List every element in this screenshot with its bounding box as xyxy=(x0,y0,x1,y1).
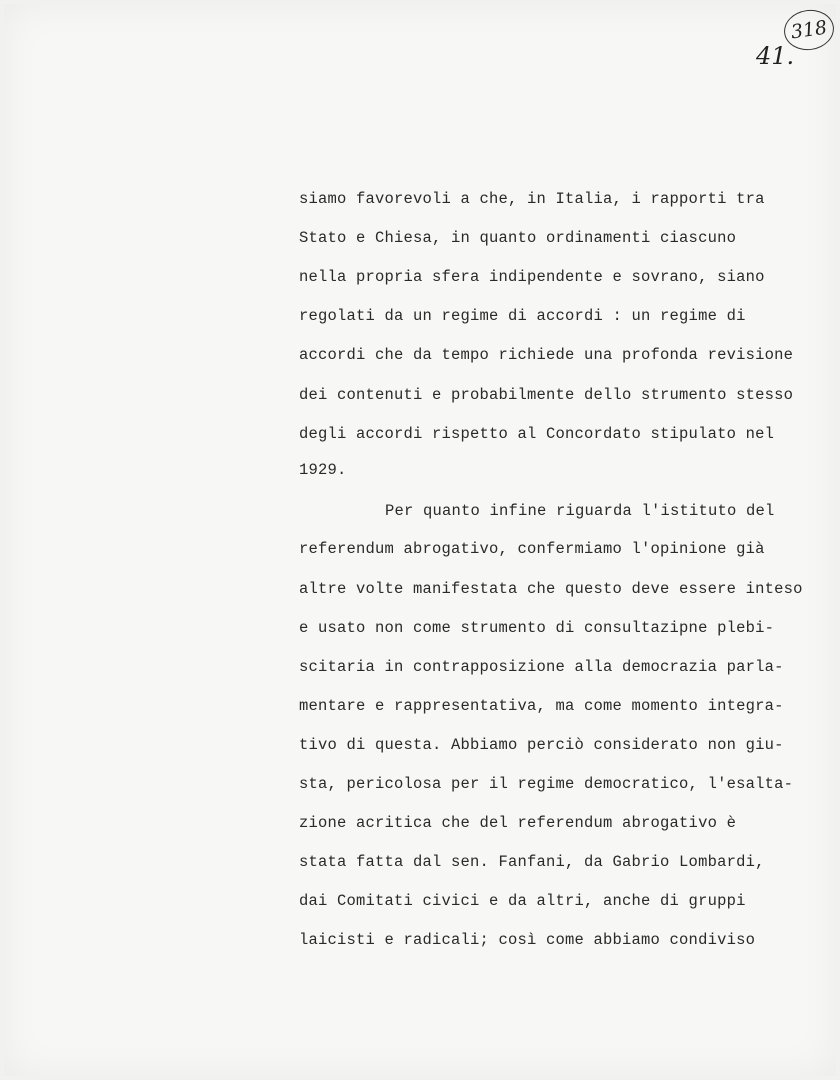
text-line: sta, pericolosa per il regime democratico, l'esalta- xyxy=(299,775,794,793)
text-line: stata fatta dal sen. Fanfani, da Gabrio Lombardi, xyxy=(299,853,765,871)
text-line: scitaria in contrapposizione alla democrazia parla- xyxy=(299,658,784,676)
text-line: regolati da un regime di accordi : un regime di xyxy=(299,307,746,325)
text-line: accordi che da tempo richiede una profonda revisione xyxy=(299,346,794,364)
text-line: mentare e rappresentativa, ma come momento integra- xyxy=(299,697,784,715)
text-line: tivo di questa. Abbiamo perciò considerato non giu- xyxy=(299,736,784,754)
text-line: nella propria sfera indipendente e sovrano, siano xyxy=(299,268,765,286)
text-line: degli accordi rispetto al Concordato stipulato nel xyxy=(299,425,775,443)
text-line: 1929. xyxy=(299,461,347,479)
text-line: altre volte manifestata che questo deve essere inteso xyxy=(299,580,803,598)
text-line: dei contenuti e probabilmente dello strumento stesso xyxy=(299,386,794,404)
archive-number: 318 xyxy=(789,16,829,44)
text-line: dai Comitati civici e da altri, anche di gruppi xyxy=(299,892,746,910)
text-line: laicisti e radicali; così come abbiamo condiviso xyxy=(299,931,756,949)
text-line: e usato non come strumento di consultazipne plebi- xyxy=(299,619,775,637)
text-line: siamo favorevoli a che, in Italia, i rapporti tra xyxy=(299,190,765,208)
text-line: Stato e Chiesa, in quanto ordinamenti ciascuno xyxy=(299,229,737,247)
page-number: 41. xyxy=(756,42,795,70)
text-line: zione acritica che del referendum abrogativo è xyxy=(299,814,737,832)
text-line: Per quanto infine riguarda l'istituto del xyxy=(385,502,775,520)
text-line: referendum abrogativo, confermiamo l'opinione già xyxy=(299,540,765,558)
